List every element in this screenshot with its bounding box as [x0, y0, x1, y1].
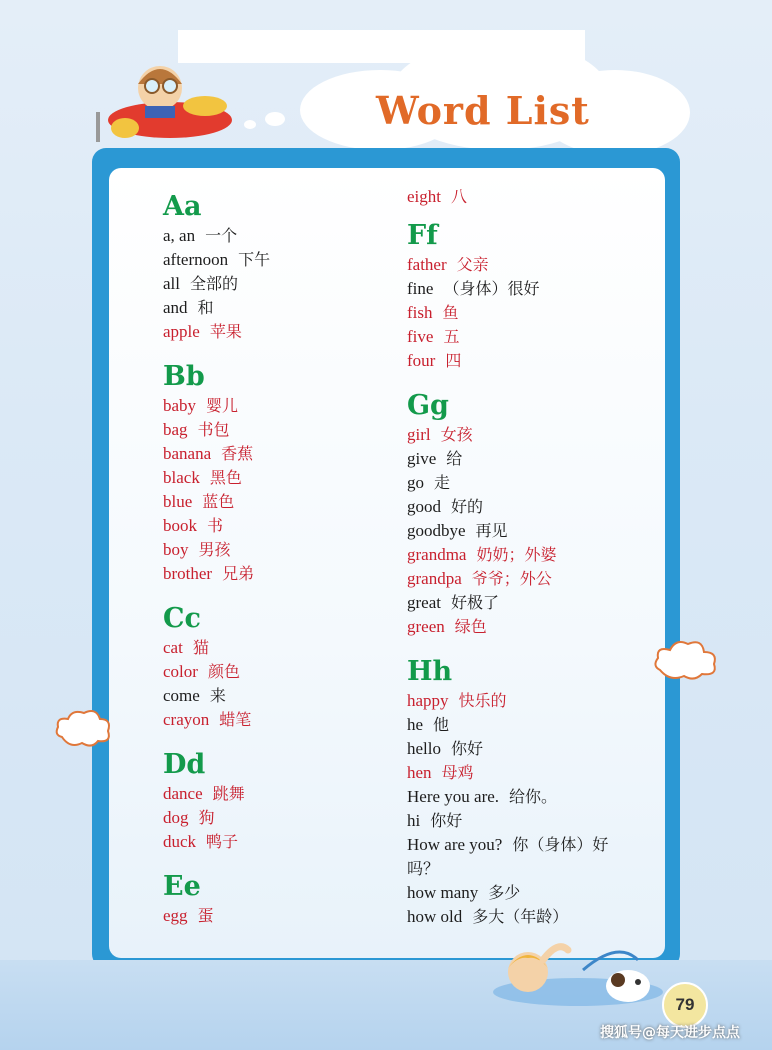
- page-title: Word List: [376, 88, 590, 133]
- word-en: eight: [407, 187, 441, 206]
- word-zh: 鱼: [442, 303, 459, 322]
- sky-cloud: [244, 120, 256, 129]
- word-entry: [407, 833, 637, 881]
- word-en: five: [407, 327, 434, 346]
- word-entry: [407, 325, 647, 349]
- sky-cloud: [265, 112, 285, 126]
- word-zh: 多少: [488, 883, 521, 902]
- word-en: hi: [407, 811, 421, 830]
- word-en: grandma: [407, 545, 467, 564]
- word-entry: [407, 713, 647, 737]
- word-zh: 跳舞: [212, 784, 245, 803]
- word-en: green: [407, 617, 445, 636]
- letter-heading: Bb: [163, 361, 205, 392]
- word-en: brother: [163, 564, 213, 583]
- word-en: banana: [163, 444, 212, 463]
- word-en: girl: [407, 425, 431, 444]
- word-en: and: [163, 298, 188, 317]
- word-zh: 兄弟: [222, 564, 255, 583]
- word-entry: [163, 660, 383, 684]
- word-en: fish: [407, 303, 433, 322]
- word-zh: 书: [207, 516, 224, 535]
- word-entry: [163, 562, 383, 586]
- word-entry: [407, 301, 647, 325]
- word-entry: [163, 904, 383, 928]
- watermark: 搜狐号@每天进步点点: [600, 1025, 740, 1041]
- word-entry: [163, 466, 383, 490]
- word-entry: [407, 905, 647, 929]
- word-entry: [407, 423, 647, 447]
- letter-heading: Gg: [407, 390, 449, 421]
- word-zh: （身体）很好: [443, 279, 540, 298]
- word-zh: 四: [445, 351, 462, 370]
- word-entry: [163, 224, 383, 248]
- right-column: [407, 185, 647, 929]
- word-entry: [407, 567, 647, 591]
- word-zh: 黑色: [209, 468, 242, 487]
- word-en: come: [163, 686, 200, 705]
- pilot-plane-illustration: [90, 48, 240, 148]
- word-entry: [407, 185, 647, 209]
- word-en: boy: [163, 540, 189, 559]
- word-entry: [407, 253, 647, 277]
- word-zh: 蛋: [197, 906, 214, 925]
- letter-heading: Aa: [163, 191, 202, 222]
- word-en: a, an: [163, 226, 196, 245]
- word-zh: 蜡笔: [219, 710, 252, 729]
- word-entry: [407, 689, 647, 713]
- word-en: fine: [407, 279, 434, 298]
- word-entry: [163, 684, 383, 708]
- word-entry: [163, 418, 383, 442]
- cloud-icon: [650, 636, 720, 684]
- word-zh: 蓝色: [202, 492, 235, 511]
- swimming-girl-illustration: [488, 930, 668, 1010]
- word-en: apple: [163, 322, 200, 341]
- word-zh: 来: [209, 686, 226, 705]
- word-zh: 他: [433, 715, 450, 734]
- word-zh: 给: [446, 449, 463, 468]
- word-entry: [407, 761, 647, 785]
- word-zh: 好极了: [450, 593, 499, 612]
- word-zh: 全部的: [190, 274, 239, 293]
- word-entry: [407, 277, 647, 301]
- word-en: give: [407, 449, 437, 468]
- word-en: duck: [163, 832, 197, 851]
- word-en: hen: [407, 763, 432, 782]
- word-zh: 一个: [205, 226, 238, 245]
- letter-heading: Ee: [163, 871, 201, 902]
- left-column: [163, 190, 383, 928]
- word-zh: 快乐的: [458, 691, 507, 710]
- word-zh: 绿色: [454, 617, 487, 636]
- word-en: Here you are.: [407, 787, 500, 806]
- word-en: go: [407, 473, 424, 492]
- word-en: dance: [163, 784, 203, 803]
- word-en: how many: [407, 883, 479, 902]
- word-entry: [163, 296, 383, 320]
- word-en: four: [407, 351, 436, 370]
- word-en: good: [407, 497, 441, 516]
- word-en: hello: [407, 739, 441, 758]
- word-zh: 香蕉: [221, 444, 254, 463]
- word-en: father: [407, 255, 447, 274]
- word-zh: 奶奶；外婆: [476, 545, 557, 564]
- word-zh: 男孩: [198, 540, 231, 559]
- word-entry: [407, 495, 647, 519]
- word-en: happy: [407, 691, 449, 710]
- word-zh: 女孩: [440, 425, 473, 444]
- word-entry: [163, 708, 383, 732]
- word-entry: [407, 881, 647, 905]
- word-entry: [407, 471, 647, 495]
- word-zh: 颜色: [207, 662, 240, 681]
- word-en: cat: [163, 638, 183, 657]
- word-en: great: [407, 593, 441, 612]
- word-zh: 五: [443, 327, 460, 346]
- word-zh: 书包: [197, 420, 230, 439]
- word-zh: 走: [434, 473, 451, 492]
- word-entry: [407, 591, 647, 615]
- word-en: bag: [163, 420, 188, 439]
- word-en: book: [163, 516, 197, 535]
- word-zh: 苹果: [209, 322, 242, 341]
- word-zh: 再见: [475, 521, 508, 540]
- word-zh: 你（身体）好吗？: [407, 835, 609, 878]
- word-entry: [163, 514, 383, 538]
- word-entry: [163, 394, 383, 418]
- word-entry: [407, 615, 647, 639]
- word-entry: [163, 272, 383, 296]
- word-zh: 父亲: [456, 255, 489, 274]
- word-en: how old: [407, 907, 463, 926]
- word-zh: 爷爷；外公: [471, 569, 552, 588]
- word-entry: [163, 320, 383, 344]
- word-zh: 你好: [430, 811, 463, 830]
- letter-heading: Cc: [163, 603, 201, 634]
- word-en: baby: [163, 396, 197, 415]
- word-entry: [163, 830, 383, 854]
- word-entry: [163, 442, 383, 466]
- word-en: blue: [163, 492, 193, 511]
- cloud-icon: [52, 705, 114, 751]
- word-entry: [163, 782, 383, 806]
- word-zh: 狗: [198, 808, 215, 827]
- word-entry: [407, 519, 647, 543]
- word-zh: 猫: [192, 638, 209, 657]
- word-entry: [407, 809, 647, 833]
- word-en: black: [163, 468, 200, 487]
- word-entry: [163, 490, 383, 514]
- word-zh: 下午: [238, 250, 271, 269]
- word-zh: 给你。: [509, 787, 558, 806]
- letter-heading: Hh: [407, 656, 453, 687]
- word-zh: 婴儿: [206, 396, 239, 415]
- word-entry: [163, 806, 383, 830]
- word-entry: [163, 636, 383, 660]
- word-zh: 好的: [451, 497, 484, 516]
- word-en: crayon: [163, 710, 210, 729]
- word-entry: [407, 785, 647, 809]
- word-zh: 多大（年龄）: [472, 907, 569, 926]
- letter-heading: Ff: [407, 220, 438, 251]
- word-en: he: [407, 715, 424, 734]
- page-number: 79: [662, 982, 708, 1028]
- word-entry: [407, 447, 647, 471]
- word-entry: [163, 538, 383, 562]
- word-en: dog: [163, 808, 189, 827]
- word-entry: [407, 543, 647, 567]
- word-en: egg: [163, 906, 188, 925]
- word-entry: [407, 349, 647, 373]
- word-en: color: [163, 662, 198, 681]
- word-en: How are you?: [407, 835, 503, 854]
- word-zh: 你好: [451, 739, 484, 758]
- word-en: all: [163, 274, 180, 293]
- word-entry: [407, 737, 647, 761]
- word-entry: [163, 248, 383, 272]
- word-en: grandpa: [407, 569, 462, 588]
- word-zh: 和: [197, 298, 214, 317]
- word-zh: 母鸡: [441, 763, 474, 782]
- word-en: afternoon: [163, 250, 229, 269]
- word-en: goodbye: [407, 521, 466, 540]
- word-zh: 鸭子: [206, 832, 239, 851]
- letter-heading: Dd: [163, 749, 206, 780]
- word-zh: 八: [451, 187, 468, 206]
